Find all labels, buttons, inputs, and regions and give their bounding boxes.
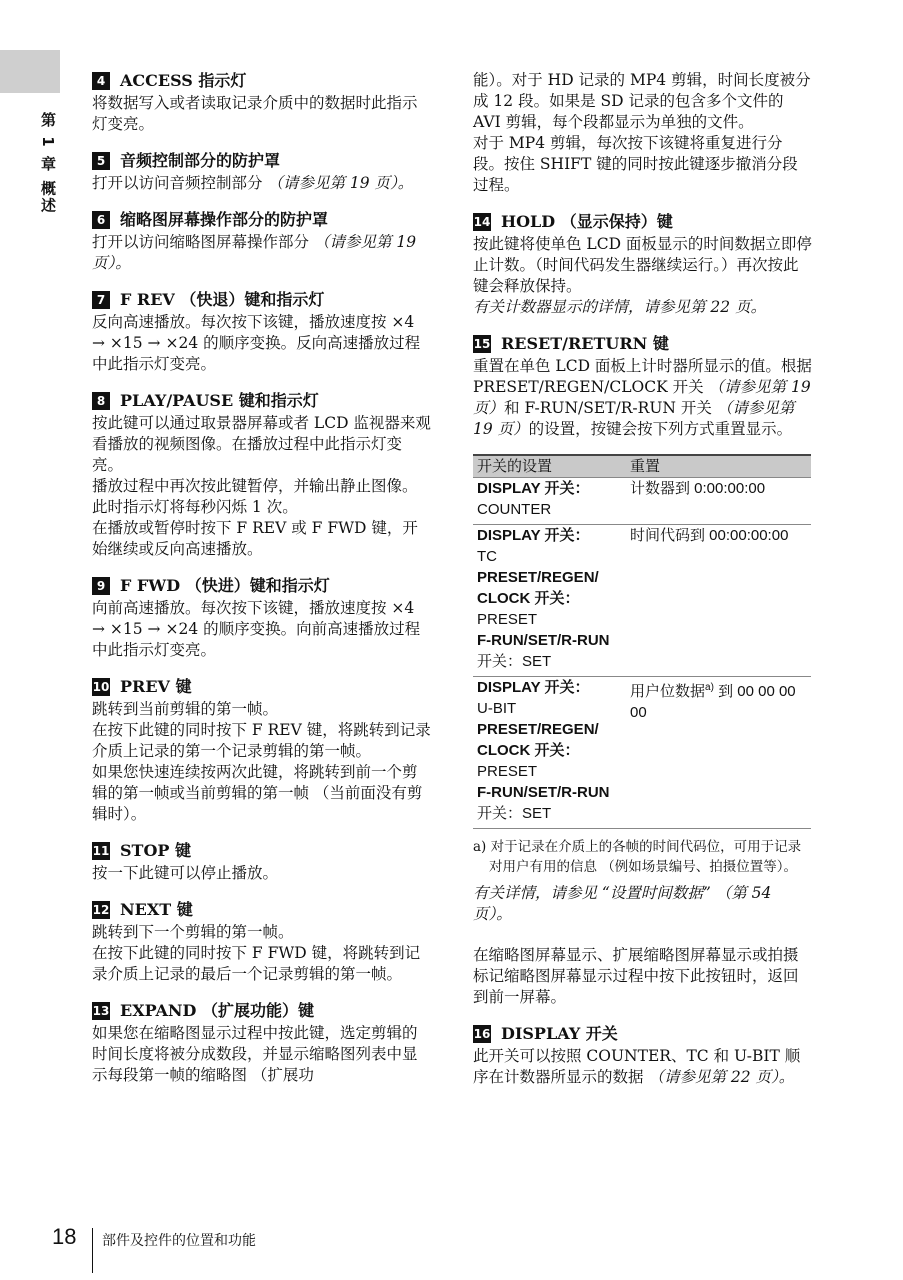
paragraph — [92, 598, 432, 661]
text-run: 在缩略图屏幕显示、扩展缩略图屏幕显示或拍摄标记缩略图屏幕显示过程中按下此按钮时，返回到前一屏幕。 — [473, 946, 799, 1006]
setting-cell — [473, 677, 626, 829]
section-title: ACCESS 指示灯 — [120, 71, 247, 90]
cross-reference: （请参见第 22 页）。 — [648, 1068, 795, 1086]
spacer — [473, 925, 813, 945]
section-number-badge: 13 — [92, 1003, 110, 1018]
section-13-continued — [473, 70, 813, 196]
section-heading — [92, 209, 432, 230]
text-run: 打开以访问音频控制部分 — [92, 174, 268, 192]
text-run: 按一下此键可以停止播放。 — [92, 864, 279, 882]
section-title: DISPLAY 开关 — [501, 1024, 618, 1043]
cross-reference: 有关详情，请参见 “设置时间数据” （第 54 页）。 — [473, 884, 772, 923]
paragraph — [92, 518, 432, 560]
text-run: 和 F-RUN/SET/R-RUN 开关 — [504, 399, 717, 417]
reset-cell — [626, 478, 811, 525]
reset-value: 时间代码到 00:00:00:00 — [630, 527, 789, 544]
table-header-row — [473, 455, 811, 478]
column-header: 重置 — [626, 455, 811, 478]
reset-cell — [626, 525, 811, 677]
footnote-marker: a) — [705, 682, 714, 693]
cross-reference: （请参见第 19 页） — [473, 399, 795, 438]
section-title: STOP 键 — [120, 841, 192, 860]
section-heading — [92, 840, 432, 861]
section-title: HOLD （显示保持）键 — [501, 212, 673, 231]
table-row — [473, 478, 811, 525]
text-run: 播放过程中再次按此键暂停，并输出静止图像。此时指示灯将每秒闪烁 1 次。 — [92, 477, 418, 516]
paragraph — [92, 863, 432, 884]
section-title: 音频控制部分的防护罩 — [120, 151, 281, 170]
paragraph — [473, 234, 813, 297]
section-9 — [92, 575, 432, 661]
chapter-tab — [0, 50, 60, 93]
paragraph — [473, 945, 813, 1008]
section-title: F REV （快退）键和指示灯 — [120, 290, 325, 309]
section-number-badge: 14 — [473, 214, 491, 229]
paragraph — [473, 133, 813, 196]
section-title: F FWD （快进）键和指示灯 — [120, 576, 330, 595]
cross-reference: （请参见第 19 页）。 — [92, 233, 417, 272]
left-column — [92, 70, 432, 1101]
section-number-badge: 10 — [92, 679, 110, 694]
cross-reference: 有关计数器显示的详情，请参见第 22 页。 — [473, 298, 767, 316]
paragraph — [92, 720, 432, 762]
text-run: 反向高速播放。每次按下该键，播放速度按 ×4 → ×15 → ×24 的顺序变换。反向高速播放过程中此指示灯变亮。 — [92, 313, 421, 373]
section-number-badge: 11 — [92, 843, 110, 858]
setting-name: DISPLAY 开关： — [477, 480, 590, 497]
paragraph — [473, 297, 813, 318]
section-10 — [92, 676, 432, 825]
section-number-badge: 8 — [92, 392, 110, 410]
section-title: PREV 键 — [120, 677, 192, 696]
text-run: 按此键将使单色 LCD 面板显示的时间数据立即停止计数。（时间代码发生器继续运行。）再次按此键会释放保持。 — [473, 235, 812, 295]
footer-title: 部件及控件的位置和功能 — [102, 1233, 256, 1249]
text-run: 能）。对于 HD 记录的 MP4 剪辑，时间长度被分成 12 段。如果是 SD 记录的包含多个文件的 AVI 剪辑，每个段都显示为单独的文件。 — [473, 71, 811, 131]
text-run: 在播放或暂停时按下 F REV 或 F FWD 键，开始继续或反向高速播放。 — [92, 519, 418, 558]
section-title: RESET/RETURN 键 — [501, 334, 669, 353]
paragraph — [92, 762, 432, 825]
setting-name: F-RUN/SET/R-RUN — [477, 784, 610, 801]
section-6 — [92, 209, 432, 274]
setting-name: DISPLAY 开关： — [477, 679, 590, 696]
section-heading — [92, 676, 432, 697]
page-number: 18 — [52, 1224, 77, 1249]
section-heading — [92, 390, 432, 411]
setting-value: TC — [477, 548, 497, 565]
section-title: PLAY/PAUSE 键和指示灯 — [120, 391, 319, 410]
setting-name: CLOCK 开关： — [477, 742, 580, 759]
reset-value-tail: 到 00 00 00 00 — [630, 683, 796, 721]
setting-cell — [473, 478, 626, 525]
chapter-label: 第 1 章 概述 — [39, 112, 57, 215]
paragraph — [473, 883, 813, 925]
section-title: EXPAND （扩展功能）键 — [120, 1001, 314, 1020]
reset-cell — [626, 677, 811, 829]
reset-value: 计数器到 0:00:00:00 — [630, 480, 766, 497]
text-run: 对于 MP4 剪辑，每次按下该键将重复进行分段。按住 SHIFT 键的同时按此键逐步撤消分段过程。 — [473, 134, 798, 194]
text-run: 此开关可以按照 COUNTER、TC 和 U-BIT 顺序在计数器所显示的数据 — [473, 1047, 801, 1086]
paragraph — [473, 1046, 813, 1088]
paragraph — [473, 70, 813, 133]
section-title: NEXT 键 — [120, 900, 193, 919]
section-4 — [92, 70, 432, 135]
section-heading — [92, 150, 432, 171]
section-title: 缩略图屏幕操作部分的防护罩 — [120, 210, 329, 229]
table-footnote: a) 对于记录在介质上的各帧的时间代码位，可用于记录对用户有用的信息 （例如场景编号、拍摄位置等）。 — [473, 839, 802, 875]
text-run: 在按下此键的同时按下 F FWD 键，将跳转到记录介质上记录的最后一个记录剪辑的第一帧。 — [92, 944, 421, 983]
setting-name: PRESET/REGEN/ — [477, 721, 599, 738]
reset-value: 用户位数据 — [630, 683, 706, 700]
cross-reference: （请参见第 19 页） — [473, 378, 811, 417]
section-heading — [92, 575, 432, 596]
section-heading — [92, 289, 432, 310]
section-heading — [92, 70, 432, 91]
section-7 — [92, 289, 432, 375]
paragraph — [92, 173, 432, 194]
setting-value: 开关：SET — [477, 653, 552, 670]
section-number-badge: 4 — [92, 72, 110, 90]
text-run: 按此键可以通过取景器屏幕或者 LCD 监视器来观看播放的视频图像。在播放过程中此指示灯变亮。 — [92, 414, 431, 474]
paragraph — [92, 413, 432, 476]
setting-name: CLOCK 开关： — [477, 590, 580, 607]
paragraph — [92, 1023, 432, 1086]
section-heading — [473, 333, 813, 354]
paragraph — [92, 699, 432, 720]
paragraph — [92, 476, 432, 518]
table-row — [473, 525, 811, 677]
paragraph — [92, 312, 432, 375]
setting-cell — [473, 525, 626, 677]
right-column — [473, 70, 813, 1103]
section-number-badge: 6 — [92, 211, 110, 229]
section-11 — [92, 840, 432, 884]
paragraph — [92, 93, 432, 135]
setting-value: 开关：SET — [477, 805, 552, 822]
text-run: 打开以访问缩略图屏幕操作部分 — [92, 233, 314, 251]
section-14 — [473, 211, 813, 318]
section-16 — [473, 1023, 813, 1088]
section-12 — [92, 899, 432, 985]
text-run: 如果您在缩略图显示过程中按此键，选定剪辑的时间长度将被分成数段，并显示缩略图列表中显示每段第一帧的缩略图 （扩展功 — [92, 1024, 418, 1084]
text-run: 在按下此键的同时按下 F REV 键，将跳转到记录介质上记录的第一个记录剪辑的第一帧。 — [92, 721, 431, 760]
section-number-badge: 12 — [92, 902, 110, 917]
footer-divider — [92, 1228, 93, 1273]
section-13 — [92, 1000, 432, 1086]
section-5 — [92, 150, 432, 194]
text-run: 跳转到下一个剪辑的第一帧。 — [92, 923, 294, 941]
table-row — [473, 677, 811, 829]
setting-value: COUNTER — [477, 501, 552, 518]
setting-name: DISPLAY 开关： — [477, 527, 590, 544]
paragraph — [92, 943, 432, 985]
paragraph — [92, 232, 432, 274]
column-header: 开关的设置 — [473, 455, 626, 478]
text-run: 跳转到当前剪辑的第一帧。 — [92, 700, 279, 718]
paragraph — [473, 356, 813, 440]
cross-reference: （请参见第 19 页）。 — [267, 174, 414, 192]
section-heading — [92, 899, 432, 920]
text-run: 将数据写入或者读取记录介质中的数据时此指示灯变亮。 — [92, 94, 418, 133]
section-heading — [92, 1000, 432, 1021]
section-number-badge: 15 — [473, 336, 491, 351]
setting-name: PRESET/REGEN/ — [477, 569, 599, 586]
setting-value: PRESET — [477, 763, 538, 780]
section-heading — [473, 211, 813, 232]
reset-table — [473, 454, 811, 829]
section-8 — [92, 390, 432, 560]
section-number-badge: 7 — [92, 291, 110, 309]
section-number-badge: 16 — [473, 1026, 491, 1041]
section-heading — [473, 1023, 813, 1044]
section-number-badge: 5 — [92, 152, 110, 170]
text-run: 重置在单色 LCD 面板上计时器所显示的值。根据 PRESET/REGEN/CLOCK 开关 — [473, 357, 812, 396]
section-number-badge: 9 — [92, 577, 110, 595]
text-run: 的设置，按键会按下列方式重置显示。 — [528, 420, 793, 438]
text-run: 如果您快速连续按两次此键，将跳转到前一个剪辑的第一帧或当前剪辑的第一帧 （当前面没有剪辑时）。 — [92, 763, 423, 823]
setting-value: U-BIT — [477, 700, 517, 717]
setting-name: F-RUN/SET/R-RUN — [477, 632, 610, 649]
section-15 — [473, 333, 813, 1008]
setting-value: PRESET — [477, 611, 538, 628]
text-run: 向前高速播放。每次按下该键，播放速度按 ×4 → ×15 → ×24 的顺序变换。向前高速播放过程中此指示灯变亮。 — [92, 599, 421, 659]
paragraph — [92, 922, 432, 943]
